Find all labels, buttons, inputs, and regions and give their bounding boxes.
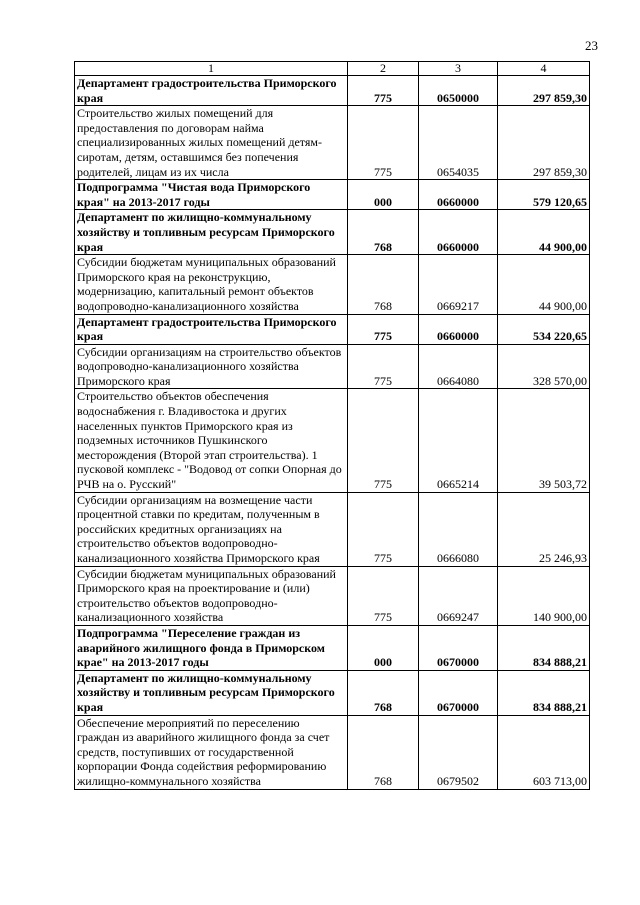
column-header: 1 [75, 62, 348, 76]
row-target-code: 0670000 [419, 670, 498, 715]
row-target-code: 0665214 [419, 389, 498, 492]
row-amount: 140 900,00 [498, 566, 590, 625]
row-code: 775 [348, 314, 419, 344]
row-name: Строительство жилых помещений для предоставления по договорам найма специализированных жилых помещений детям-сиротам, детям, оставшимся без попечения родителей, лицам из их числа [75, 106, 348, 180]
table-row [75, 492, 590, 566]
page-number: 23 [585, 38, 598, 53]
row-target-code: 0670000 [419, 625, 498, 670]
row-name: Строительство объектов обеспечения водоснабжения г. Владивостока и других населенных пунктов Приморского края из подземных источников Пушкинского месторождения (Второй этап строительства). 1 пусковой комплекс - "Водовод от сопки Опорная до РЧВ на о. Русский" [75, 389, 348, 492]
column-header: 4 [498, 62, 590, 76]
row-code: 775 [348, 76, 419, 106]
row-name: Обеспечение мероприятий по переселению граждан из аварийного жилищного фонда за счет средств, поступивших от государственной корпорации Фонда содействия реформированию жилищно-коммунального хозяйства [75, 715, 348, 789]
table-header-row [75, 62, 590, 76]
column-header: 3 [419, 62, 498, 76]
row-target-code: 0660000 [419, 210, 498, 255]
row-amount: 534 220,65 [498, 314, 590, 344]
row-name: Департамент градостроительства Приморского края [75, 314, 348, 344]
row-amount: 297 859,30 [498, 106, 590, 180]
table-row [75, 180, 590, 210]
row-target-code: 0660000 [419, 314, 498, 344]
table-row [75, 106, 590, 180]
column-header: 2 [348, 62, 419, 76]
row-amount: 834 888,21 [498, 670, 590, 715]
table-row [75, 625, 590, 670]
row-target-code: 0650000 [419, 76, 498, 106]
row-target-code: 0654035 [419, 106, 498, 180]
row-code: 775 [348, 389, 419, 492]
table-row [75, 389, 590, 492]
row-code: 775 [348, 566, 419, 625]
row-amount: 39 503,72 [498, 389, 590, 492]
row-target-code: 0664080 [419, 344, 498, 389]
row-code: 000 [348, 625, 419, 670]
row-name: Субсидии организациям на возмещение части процентной ставки по кредитам, полученным в российских кредитных организациях на строительство объектов водопроводно-канализационного хозяйства Приморского края [75, 492, 348, 566]
row-target-code: 0669247 [419, 566, 498, 625]
row-amount: 297 859,30 [498, 76, 590, 106]
row-name: Подпрограмма "Переселение граждан из аварийного жилищного фонда в Приморском крае" на 2013-2017 годы [75, 625, 348, 670]
row-code: 768 [348, 210, 419, 255]
table-body [75, 62, 590, 790]
row-amount: 834 888,21 [498, 625, 590, 670]
row-amount: 328 570,00 [498, 344, 590, 389]
table-row [75, 210, 590, 255]
row-name: Департамент по жилищно-коммунальному хозяйству и топливным ресурсам Приморского края [75, 670, 348, 715]
row-name: Субсидии бюджетам муниципальных образований Приморского края на проектирование и (или) строительство объектов водопроводно-канализационного хозяйства [75, 566, 348, 625]
row-target-code: 0679502 [419, 715, 498, 789]
budget-table [74, 61, 590, 790]
table-row [75, 314, 590, 344]
table-row [75, 76, 590, 106]
row-amount: 44 900,00 [498, 255, 590, 314]
table-row [75, 715, 590, 789]
row-code: 000 [348, 180, 419, 210]
row-name: Субсидии организациям на строительство объектов водопроводно-канализационного хозяйства Приморского края [75, 344, 348, 389]
row-amount: 44 900,00 [498, 210, 590, 255]
row-target-code: 0660000 [419, 180, 498, 210]
row-name: Субсидии бюджетам муниципальных образований Приморского края на реконструкцию, модернизацию, капитальный ремонт объектов водопроводно-канализационного хозяйства [75, 255, 348, 314]
row-code: 768 [348, 670, 419, 715]
row-code: 775 [348, 492, 419, 566]
row-code: 768 [348, 715, 419, 789]
row-target-code: 0666080 [419, 492, 498, 566]
row-target-code: 0669217 [419, 255, 498, 314]
table-row [75, 344, 590, 389]
row-amount: 603 713,00 [498, 715, 590, 789]
table-row [75, 255, 590, 314]
table-row [75, 566, 590, 625]
row-code: 775 [348, 106, 419, 180]
table-row [75, 670, 590, 715]
row-code: 768 [348, 255, 419, 314]
row-amount: 25 246,93 [498, 492, 590, 566]
row-amount: 579 120,65 [498, 180, 590, 210]
row-code: 775 [348, 344, 419, 389]
row-name: Департамент градостроительства Приморского края [75, 76, 348, 106]
row-name: Подпрограмма "Чистая вода Приморского края" на 2013-2017 годы [75, 180, 348, 210]
row-name: Департамент по жилищно-коммунальному хозяйству и топливным ресурсам Приморского края [75, 210, 348, 255]
